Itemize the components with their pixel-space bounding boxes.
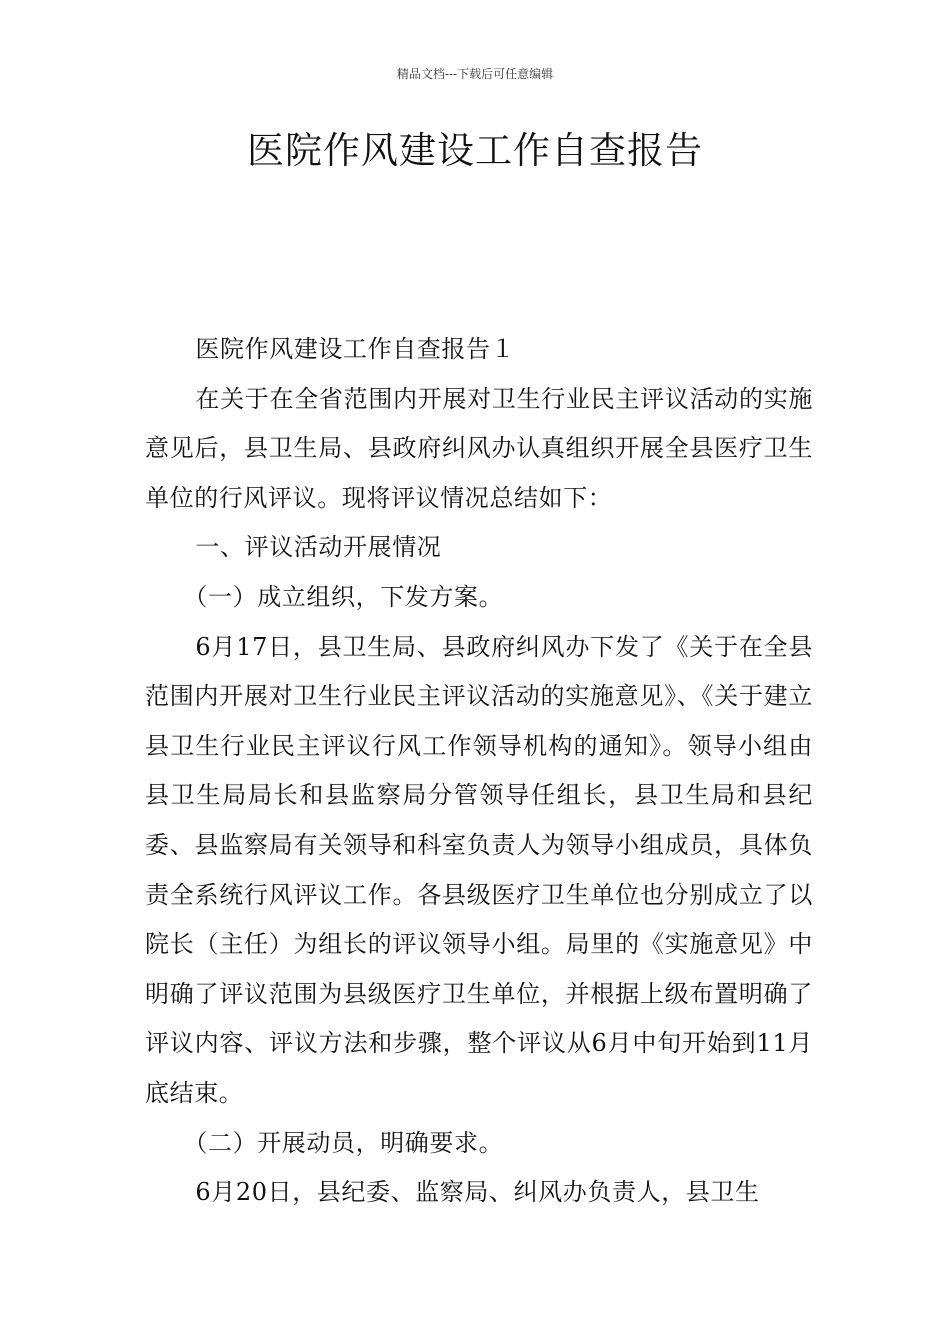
page-header-note: 精品文档---下载后可任意编辑: [396, 67, 554, 81]
document-body: [145, 325, 813, 1218]
paragraph-june-20: 6月20日，县纪委、监察局、纠风办负责人，县卫生: [195, 1178, 760, 1207]
heading-establish-organization: （一）成立组织，下发方案。: [183, 582, 504, 611]
paragraph-intro: 在关于在全省范围内开展对卫生行业民主评议活动的实施意见后，县卫生局、县政府纠风办认真组织开展全县医疗卫生单位的行风评议。现将评议情况总结如下：: [145, 384, 813, 512]
heading-mobilization: （二）开展动员，明确要求。: [183, 1128, 504, 1157]
heading-activity-overview: 一、评议活动开展情况: [195, 533, 442, 562]
paragraph-june-17: 6月17日，县卫生局、县政府纠风办下发了《关于在全县范围内开展对卫生行业民主评议活动的实施意见》、《关于建立县卫生行业民主评议行风工作领导机构的通知》。领导小组由县卫生局局长和县监察局分管领导任组长，县卫生局和县纪委、县监察局有关领导和科室负责人为领导小组成员，具体负责全系统行风评议工作。各县级医疗卫生单位也分别成立了以院长（主任）为组长的评议领导小组。局里的《实施意见》中明确了评议范围为县级医疗卫生单位，并根据上级布置明确了评议内容、评议方法和步骤，整个评议从6月中旬开始到11月底结束。: [145, 632, 813, 1107]
document-title: 医院作风建设工作自查报告: [247, 129, 703, 172]
section-title: 医院作风建设工作自查报告１: [195, 335, 516, 363]
